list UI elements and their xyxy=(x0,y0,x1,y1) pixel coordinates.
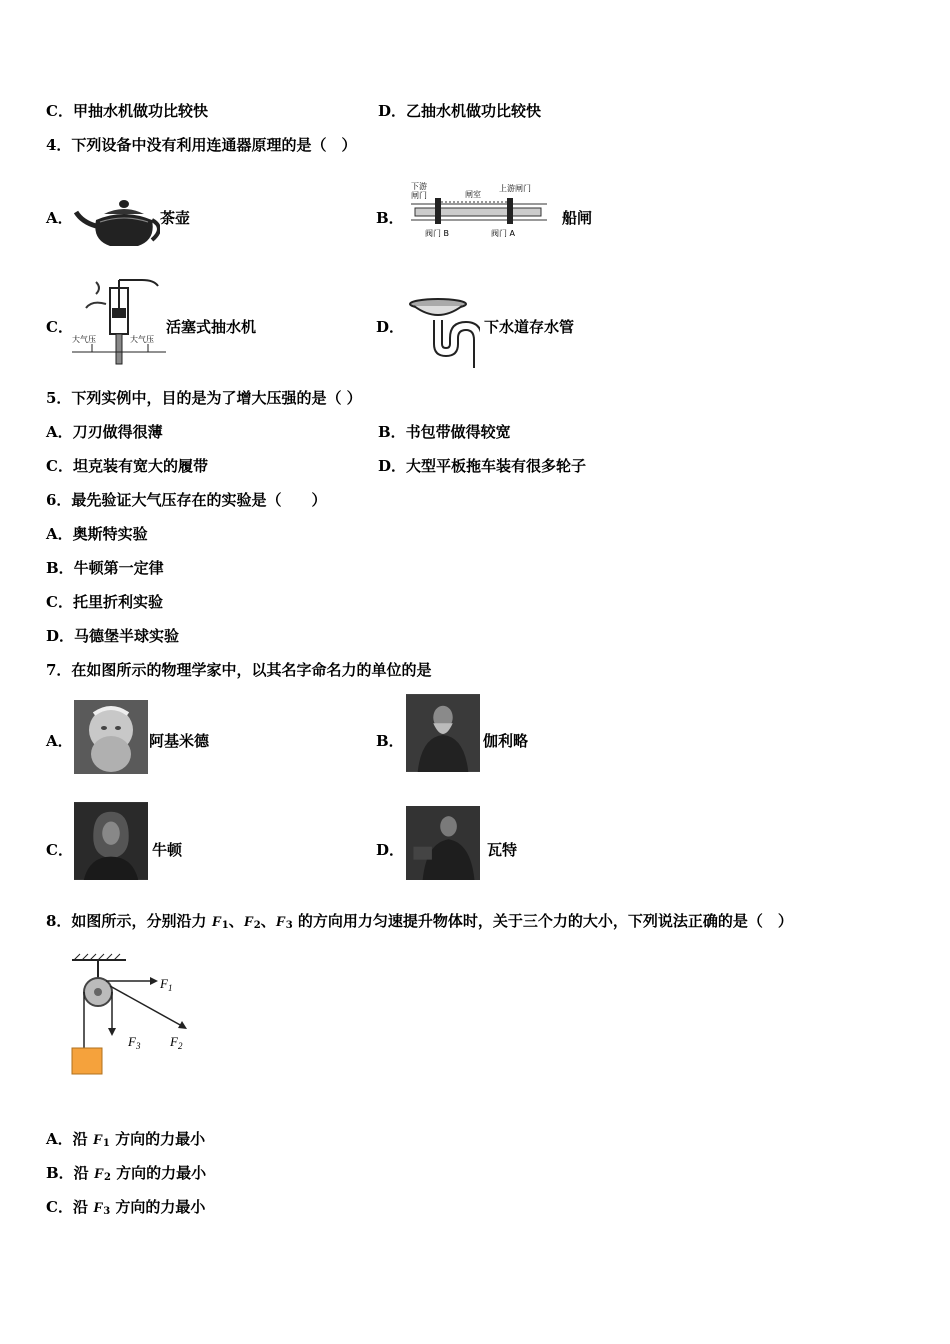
q4-option-d-text: 下水道存水管 xyxy=(484,318,575,336)
q4-option-c-letter: C． xyxy=(46,318,73,336)
q4-option-b-letter: B． xyxy=(376,209,404,227)
piston-pump-figure xyxy=(72,278,166,368)
q4-option-a-letter: A． xyxy=(46,209,73,227)
q6-option-b: B．牛顿第一定律 xyxy=(46,559,164,577)
q8-option-c-suffix: 方向的力最小 xyxy=(115,1198,206,1216)
drain-trap-figure xyxy=(406,298,480,370)
q4-option-a-text: 茶壶 xyxy=(160,209,191,227)
lock-label-valve-a: 阀门 A xyxy=(491,229,516,238)
q4-option-b-text: 船闸 xyxy=(562,209,593,227)
q8-f3-sub: 3 xyxy=(285,920,293,931)
ship-lock-figure xyxy=(407,180,549,242)
pulley-figure xyxy=(66,952,196,1078)
q8-option-a-suffix: 方向的力最小 xyxy=(115,1130,206,1148)
weight-block xyxy=(72,1048,102,1074)
q7-option-b-letter: B． xyxy=(376,732,404,750)
q7-option-b-text: 伽利略 xyxy=(483,732,529,750)
q8-option-b-f: F xyxy=(93,1166,104,1182)
q5-option-a: A．刀刃做得很薄 xyxy=(46,423,163,441)
pump-label-right: 大气压 xyxy=(130,335,154,344)
q7-option-a-letter: A． xyxy=(46,732,73,750)
q7-stem: 7．在如图所示的物理学家中，以其名字命名力的单位的是 xyxy=(46,661,432,679)
q7-option-a-text: 阿基米德 xyxy=(149,732,210,750)
lock-label-upstream-gate: 上游闸门 xyxy=(499,184,531,193)
q5-option-b: B．书包带做得较宽 xyxy=(378,423,511,441)
q8-f2-letter: F xyxy=(243,914,254,930)
q6-stem: 6．最先验证大气压存在的实验是（ ） xyxy=(46,491,327,509)
q5-option-c: C．坦克装有宽大的履带 xyxy=(46,457,208,475)
f1-label: $F_1$ xyxy=(160,976,173,993)
f3-label: $F_3$ xyxy=(128,1034,141,1051)
watt-portrait xyxy=(406,804,480,882)
archimedes-portrait xyxy=(74,698,148,776)
q7-option-c-text: 牛顿 xyxy=(152,841,183,859)
lock-label-valve-b: 阀门 B xyxy=(425,229,450,238)
q3-option-c: C．甲抽水机做功比较快 xyxy=(46,102,208,120)
q8-sep-2: 、 xyxy=(260,912,276,930)
q8-option-b-prefix: B．沿 xyxy=(46,1164,89,1182)
q7-option-d-text: 瓦特 xyxy=(487,841,518,859)
pump-label-left: 大气压 xyxy=(72,335,96,344)
q6-option-d: D．马德堡半球实验 xyxy=(46,627,180,645)
q8-f1-sub: 1 xyxy=(221,920,229,931)
q7-option-d-letter: D． xyxy=(376,841,405,859)
q5-option-d: D．大型平板拖车装有很多轮子 xyxy=(378,457,587,475)
q8-option-c-prefix: C．沿 xyxy=(46,1198,88,1216)
teapot-figure xyxy=(74,198,160,250)
q8-f3-letter: F xyxy=(275,914,286,930)
q3-option-d: D．乙抽水机做功比较快 xyxy=(378,102,542,120)
galileo-portrait xyxy=(406,694,480,772)
q8-option-c-sub: 3 xyxy=(103,1206,111,1217)
q8-f2-sub: 2 xyxy=(253,920,261,931)
q6-option-a: A．奥斯特实验 xyxy=(46,525,148,543)
q8-option-b-sub: 2 xyxy=(103,1172,111,1183)
newton-portrait xyxy=(74,802,148,880)
q4-option-d-letter: D． xyxy=(376,318,405,336)
f3-arrow xyxy=(108,1028,116,1036)
lock-label-chamber: 闸室 xyxy=(465,190,481,199)
q8-option-a-sub: 1 xyxy=(102,1138,110,1149)
q8-stem-part-a: 8．如图所示，分别沿力 xyxy=(46,912,207,930)
q8-option-a xyxy=(46,1129,205,1154)
q8-f1-letter: F xyxy=(211,914,222,930)
q8-option-a-prefix: A．沿 xyxy=(46,1130,88,1148)
q8-option-b-suffix: 方向的力最小 xyxy=(116,1164,207,1182)
q4-option-c-text: 活塞式抽水机 xyxy=(166,318,257,336)
f2-label: $F_2$ xyxy=(170,1034,183,1051)
f1-arrow xyxy=(150,977,158,985)
q8-option-b xyxy=(46,1163,206,1188)
lock-label-downstream: 下游 xyxy=(411,182,427,191)
q8-option-c xyxy=(46,1197,205,1222)
q8-option-c-f: F xyxy=(93,1200,104,1216)
q6-option-c: C．托里折利实验 xyxy=(46,593,163,611)
q5-stem: 5．下列实例中，目的是为了增大压强的是（ ） xyxy=(46,389,362,407)
q8-sep-1: 、 xyxy=(228,912,244,930)
q8-stem xyxy=(46,911,793,936)
lock-label-gate: 闸门 xyxy=(411,191,427,200)
q8-stem-part-b: 的方向用力匀速提升物体时，关于三个力的大小，下列说法正确的是（ ） xyxy=(297,912,793,930)
q4-stem: 4．下列设备中没有利用连通器原理的是（ ） xyxy=(46,136,357,154)
q7-option-c-letter: C． xyxy=(46,841,73,859)
q8-option-a-f: F xyxy=(92,1132,103,1148)
